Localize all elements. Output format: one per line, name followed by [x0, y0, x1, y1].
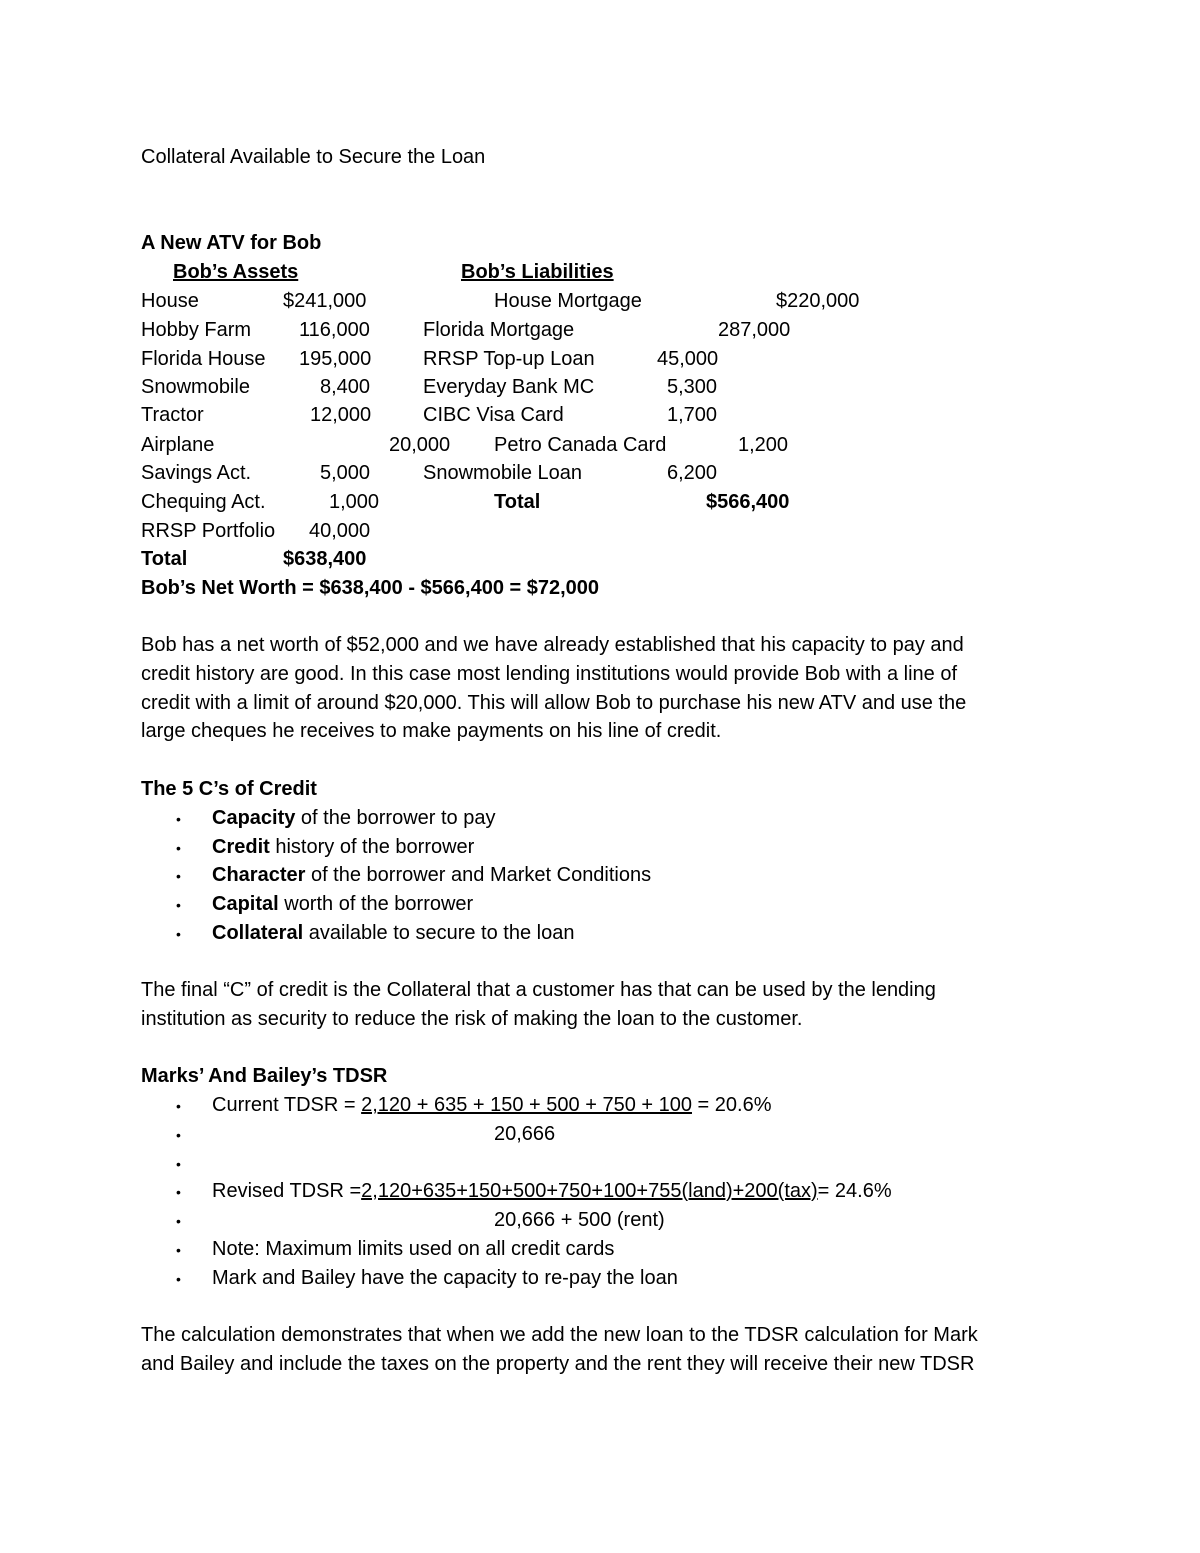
- liability-label: RRSP Top-up Loan: [423, 348, 595, 370]
- net-worth-line: Bob’s Net Worth = $638,400 - $566,400 = $72,000: [141, 577, 600, 599]
- liability-label: House Mortgage: [494, 290, 642, 312]
- bullet-icon: •: [176, 1242, 181, 1258]
- liability-value: 45,000: [657, 348, 719, 370]
- asset-value: 116,000: [299, 319, 370, 341]
- tdsr-title: Marks’ And Bailey’s TDSR: [141, 1065, 388, 1087]
- liability-label: Florida Mortgage: [423, 319, 575, 341]
- asset-value: 40,000: [309, 520, 371, 542]
- asset-label: Tractor: [141, 404, 204, 426]
- bullet-icon: •: [176, 1127, 181, 1143]
- paragraph-line: The calculation demonstrates that when we add the new loan to the TDSR calculation for Mark: [141, 1324, 978, 1346]
- asset-label: Savings Act.: [141, 462, 252, 484]
- five-cs-item: Collateral available to secure to the loan: [212, 922, 575, 944]
- asset-label: Airplane: [141, 434, 215, 456]
- bullet-icon: •: [176, 1213, 181, 1229]
- assets-total-label: Total: [141, 548, 188, 570]
- asset-value: 1,000: [329, 491, 380, 513]
- liability-value: 1,200: [738, 434, 789, 456]
- revised-tdsr-formula: Revised TDSR =2,120+635+150+500+750+100+755(land)+200(tax)= 24.6%: [212, 1180, 892, 1202]
- tdsr-note: Note: Maximum limits used on all credit cards: [212, 1238, 615, 1260]
- five-cs-item: Capacity of the borrower to pay: [212, 807, 496, 829]
- paragraph-line: institution as security to reduce the risk of making the loan to the customer.: [141, 1008, 803, 1030]
- paragraph-line: credit history are good. In this case most lending institutions would provide Bob with a line of: [141, 663, 957, 685]
- asset-label: Snowmobile: [141, 376, 250, 398]
- asset-value: 8,400: [320, 376, 371, 398]
- liability-label: Everyday Bank MC: [423, 376, 595, 398]
- liabilities-header: Bob’s Liabilities: [461, 261, 614, 283]
- bullet-icon: •: [176, 1271, 181, 1287]
- document-title: Collateral Available to Secure the Loan: [141, 146, 486, 168]
- asset-label: RRSP Portfolio: [141, 520, 276, 542]
- liability-value: 1,700: [667, 404, 718, 426]
- asset-value: 12,000: [310, 404, 372, 426]
- liability-value: 287,000: [718, 319, 791, 341]
- liability-label: CIBC Visa Card: [423, 404, 564, 426]
- asset-value: 5,000: [320, 462, 371, 484]
- paragraph-line: large cheques he receives to make payments on his line of credit.: [141, 720, 722, 742]
- asset-label: House: [141, 290, 199, 312]
- revised-tdsr-denominator: 20,666 + 500 (rent): [494, 1209, 665, 1231]
- bullet-icon: •: [176, 1156, 181, 1172]
- asset-value: 195,000: [299, 348, 372, 370]
- liability-value: 6,200: [667, 462, 718, 484]
- asset-label: Florida House: [141, 348, 266, 370]
- asset-label: Hobby Farm: [141, 319, 252, 341]
- asset-value: $241,000: [283, 290, 367, 312]
- paragraph-line: The final “C” of credit is the Collateral that a customer has that can be used by the lending: [141, 979, 936, 1001]
- five-cs-item: Capital worth of the borrower: [212, 893, 474, 915]
- liability-value: $220,000: [776, 290, 860, 312]
- liability-label: Snowmobile Loan: [423, 462, 582, 484]
- asset-label: Chequing Act.: [141, 491, 266, 513]
- five-cs-item: Character of the borrower and Market Conditions: [212, 864, 652, 886]
- bullet-icon: •: [176, 840, 181, 856]
- five-cs-title: The 5 C’s of Credit: [141, 778, 317, 800]
- current-tdsr-denominator: 20,666: [494, 1123, 556, 1145]
- example-title: A New ATV for Bob: [141, 232, 322, 254]
- current-tdsr-formula: Current TDSR = 2,120 + 635 + 150 + 500 + 750 + 100 = 20.6%: [212, 1094, 772, 1116]
- bullet-icon: •: [176, 926, 181, 942]
- bullet-icon: •: [176, 1184, 181, 1200]
- paragraph-line: credit with a limit of around $20,000. This will allow Bob to purchase his new ATV and use the: [141, 692, 967, 714]
- assets-total-value: $638,400: [283, 548, 367, 570]
- bullet-icon: •: [176, 1098, 181, 1114]
- bullet-icon: •: [176, 868, 181, 884]
- liability-label: Petro Canada Card: [494, 434, 667, 456]
- bullet-icon: •: [176, 897, 181, 913]
- assets-header: Bob’s Assets: [173, 261, 299, 283]
- tdsr-conclusion: Mark and Bailey have the capacity to re-pay the loan: [212, 1267, 678, 1289]
- asset-value: 20,000: [389, 434, 451, 456]
- paragraph-line: and Bailey and include the taxes on the property and the rent they will receive their new TDSR: [141, 1353, 975, 1375]
- liability-value: 5,300: [667, 376, 718, 398]
- liabilities-total-label: Total: [494, 491, 541, 513]
- five-cs-item: Credit history of the borrower: [212, 836, 475, 858]
- bullet-icon: •: [176, 811, 181, 827]
- liabilities-total-value: $566,400: [706, 491, 790, 513]
- paragraph-line: Bob has a net worth of $52,000 and we have already established that his capacity to pay and: [141, 634, 964, 656]
